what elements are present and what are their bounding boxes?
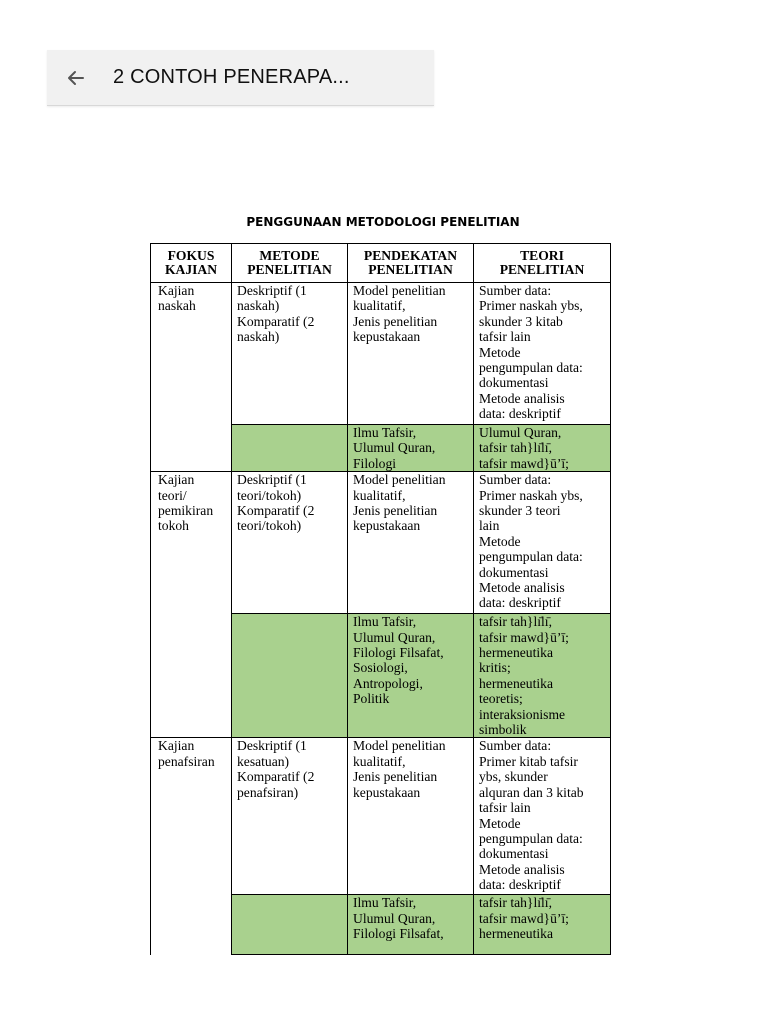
cell-teori: Sumber data: Primer naskah ybs, skunder 3 teori lain Metode pengumpulan data: dokumentasi Metode analisis data: deskriptif (474, 472, 611, 614)
cell-teori-green: tafsir tah}lı̄lı̄, tafsir mawd}ū’ī; hermeneutika (474, 895, 611, 955)
cell-metode-empty (232, 425, 348, 472)
cell-teori-green: tafsir tah}lı̄lı̄, tafsir mawd}ū’ī; hermeneutika kritis; hermeneutika teoretis; interaksionisme simbolik (474, 614, 611, 738)
cell-pendekatan: Model penelitian kualitatif, Jenis penelitian kepustakaan (348, 283, 474, 425)
table-header-row (151, 244, 611, 283)
app-header (47, 50, 434, 106)
cell-teori-green: Ulumul Quran, tafsir tah}lı̄lı̄, tafsir mawd}ū’ī; (474, 425, 611, 472)
cell-metode-empty (232, 895, 348, 955)
cell-pendekatan-green: Ilmu Tafsir, Ulumul Quran, Filologi (348, 425, 474, 472)
cell-fokus: Kajian naskah (151, 283, 232, 425)
cell-pendekatan: Model penelitian kualitatif, Jenis penelitian kepustakaan (348, 738, 474, 895)
table-row (151, 283, 611, 425)
column-header-pendekatan: PENDEKATAN PENELITIAN (348, 244, 474, 283)
cell-fokus: Kajian teori/ pemikiran tokoh (151, 472, 232, 614)
back-button[interactable] (63, 65, 89, 91)
cell-pendekatan-green: Ilmu Tafsir, Ulumul Quran, Filologi Filsafat, (348, 895, 474, 955)
table-heading: PENGGUNAAN METODOLOGI PENELITIAN (246, 215, 520, 229)
cell-metode: Deskriptif (1 kesatuan) Komparatif (2 penafsiran) (232, 738, 348, 895)
cell-fokus: Kajian penafsiran (151, 738, 232, 895)
cell-teori: Sumber data: Primer naskah ybs, skunder 3 kitab tafsir lain Metode pengumpulan data: dokumentasi Metode analisis data: deskriptif (474, 283, 611, 425)
table-row (151, 472, 611, 614)
arrow-left-icon (66, 68, 86, 88)
cell-fokus-empty (151, 425, 232, 472)
cell-pendekatan: Model penelitian kualitatif, Jenis penelitian kepustakaan (348, 472, 474, 614)
cell-metode: Deskriptif (1 teori/tokoh) Komparatif (2 teori/tokoh) (232, 472, 348, 614)
table-row (151, 738, 611, 895)
document-page (150, 243, 611, 942)
column-header-fokus: FOKUS KAJIAN (151, 244, 232, 283)
column-header-metode: METODE PENELITIAN (232, 244, 348, 283)
methodology-table (150, 243, 611, 955)
document-title: 2 CONTOH PENERAPA... (113, 66, 350, 88)
cell-metode: Deskriptif (1 naskah) Komparatif (2 naskah) (232, 283, 348, 425)
table-row-green (151, 895, 611, 955)
cell-fokus-empty (151, 895, 232, 955)
table-row-green (151, 425, 611, 472)
table-row-green (151, 614, 611, 738)
column-header-teori: TEORI PENELITIAN (474, 244, 611, 283)
cell-metode-empty (232, 614, 348, 738)
cell-fokus-empty (151, 614, 232, 738)
cell-pendekatan-green: Ilmu Tafsir, Ulumul Quran, Filologi Filsafat, Sosiologi, Antropologi, Politik (348, 614, 474, 738)
cell-teori: Sumber data: Primer kitab tafsir ybs, skunder alquran dan 3 kitab tafsir lain Metode pengumpulan data: dokumentasi Metode analisis data: deskriptif (474, 738, 611, 895)
